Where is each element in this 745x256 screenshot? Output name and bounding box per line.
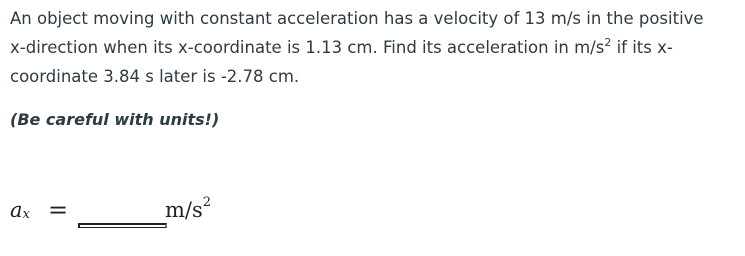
question-text <box>10 4 745 91</box>
equals-sign: = <box>48 196 69 224</box>
unit-exponent: 2 <box>604 35 612 49</box>
question-line-2-text: x-direction when its x-coordinate is 1.13 cm. Find its acceleration in m/s <box>10 38 605 57</box>
variable-subscript: x <box>22 207 30 222</box>
variable-symbol: a <box>10 198 23 222</box>
question-line-2-tail: if its x- <box>611 38 673 57</box>
answer-input[interactable] <box>78 223 167 228</box>
unit-base: m/s <box>165 198 203 222</box>
answer-unit <box>165 195 212 222</box>
question-line-1: An object moving with constant acceleration has a velocity of 13 m/s in the positive <box>10 9 704 28</box>
unit-superscript: 2 <box>202 195 212 210</box>
question-line-3: coordinate 3.84 s later is -2.78 cm. <box>10 67 300 86</box>
units-warning-note: (Be careful with units!) <box>10 110 220 129</box>
answer-variable <box>10 198 30 222</box>
question-line-2 <box>10 33 745 62</box>
